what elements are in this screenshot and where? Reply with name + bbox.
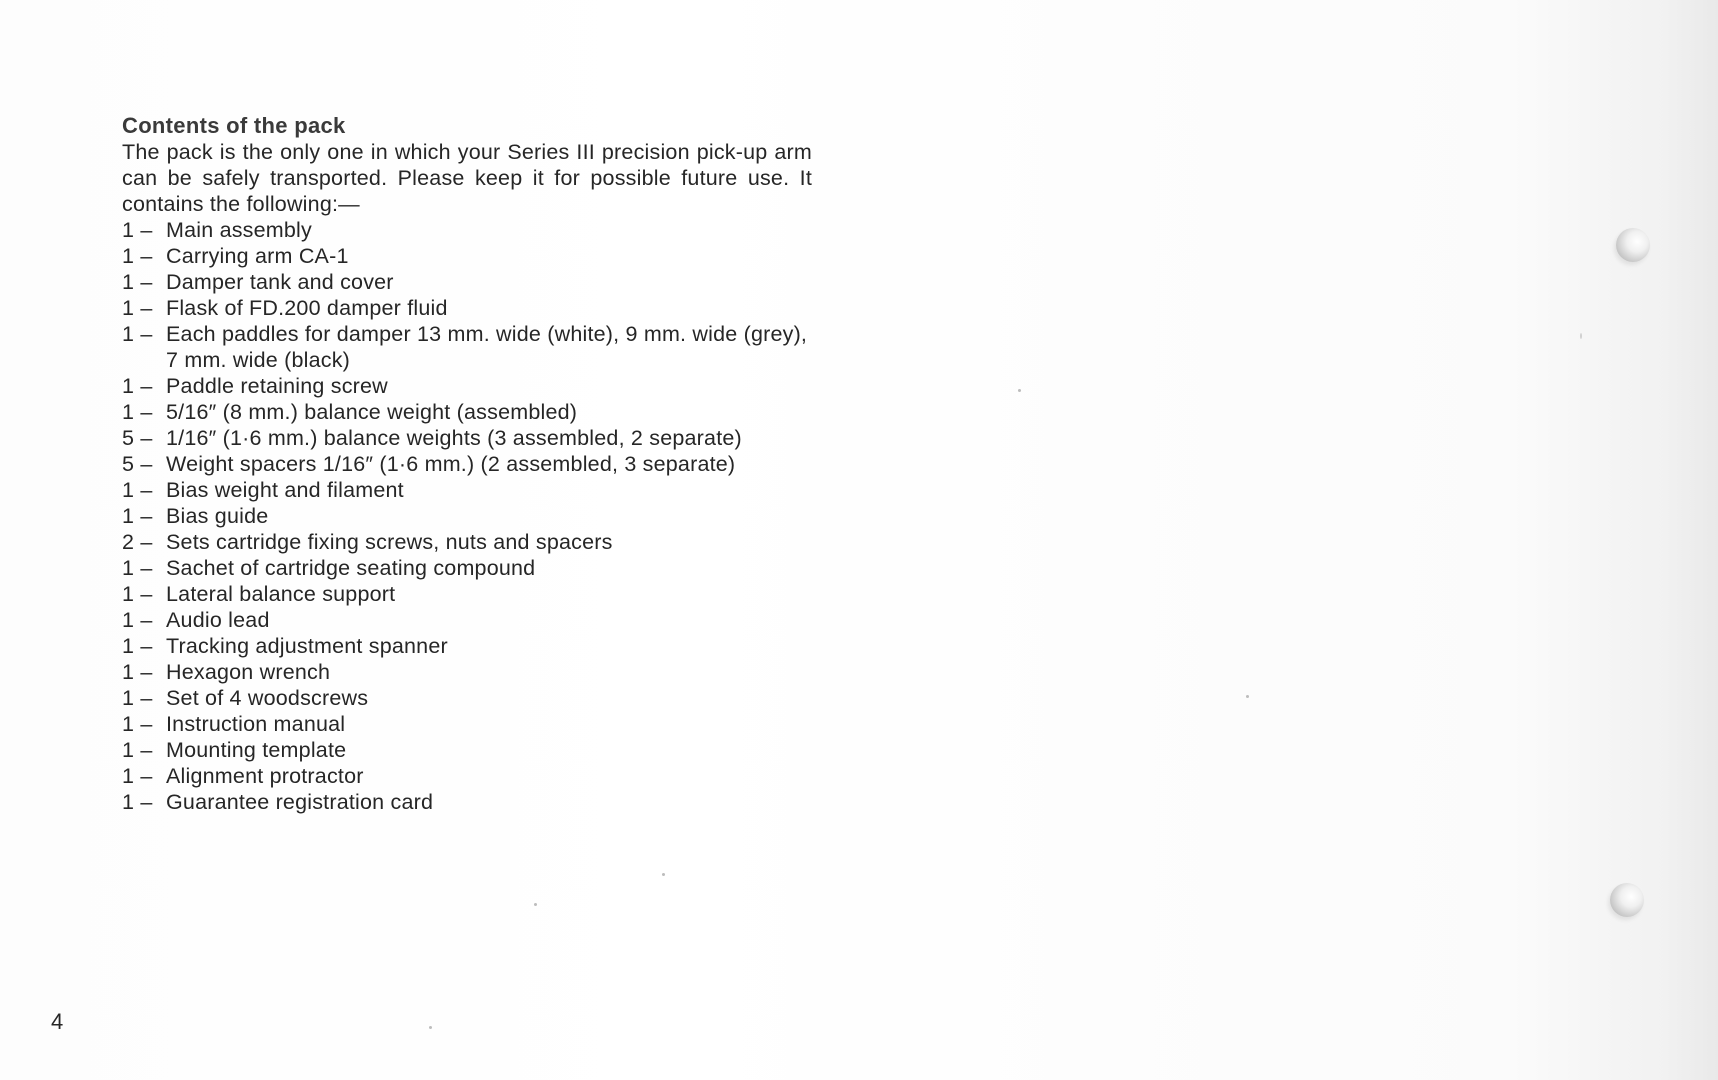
item-description: Each paddles for damper 13 mm. wide (white), 9 mm. wide (grey), 7 mm. wide (black) — [166, 322, 808, 372]
item-description: Bias guide — [166, 504, 269, 528]
list-item — [122, 373, 812, 399]
list-item — [122, 685, 812, 711]
paper-speck — [1580, 333, 1582, 339]
item-quantity: 1 – — [122, 478, 153, 502]
item-description: Carrying arm CA-1 — [166, 244, 349, 268]
item-quantity: 5 – — [122, 426, 153, 450]
punch-hole — [1610, 883, 1644, 917]
item-description: Main assembly — [166, 218, 312, 242]
page-number: 4 — [51, 1009, 64, 1034]
item-quantity: 1 – — [122, 634, 153, 658]
item-description: Hexagon wrench — [166, 660, 331, 684]
item-description: Set of 4 woodscrews — [166, 686, 369, 710]
item-description: Lateral balance support — [166, 582, 396, 606]
item-description: Bias weight and filament — [166, 478, 404, 502]
item-description: Paddle retaining screw — [166, 374, 388, 398]
list-item — [122, 529, 812, 555]
item-quantity: 1 – — [122, 582, 153, 606]
list-item — [122, 425, 812, 451]
item-quantity: 1 – — [122, 374, 153, 398]
list-item — [122, 295, 812, 321]
item-quantity: 1 – — [122, 556, 153, 580]
item-quantity: 1 – — [122, 790, 153, 814]
list-item — [122, 477, 812, 503]
paper-speck — [1246, 695, 1249, 698]
list-item — [122, 581, 812, 607]
paper-speck — [534, 903, 537, 906]
item-quantity: 1 – — [122, 296, 153, 320]
item-quantity: 1 – — [122, 322, 153, 346]
item-description: Guarantee registration card — [166, 790, 434, 814]
item-description: Tracking adjustment spanner — [166, 634, 448, 658]
list-item — [122, 243, 812, 269]
item-quantity: 1 – — [122, 608, 153, 632]
contents-list — [122, 217, 812, 815]
list-item — [122, 737, 812, 763]
item-description: Mounting template — [166, 738, 347, 762]
list-item — [122, 607, 812, 633]
item-description: Instruction manual — [166, 712, 346, 736]
item-description: 5/16″ (8 mm.) balance weight (assembled) — [166, 400, 578, 424]
list-item — [122, 503, 812, 529]
paper-speck — [662, 873, 665, 876]
paper-speck — [429, 1026, 432, 1029]
list-item — [122, 269, 812, 295]
list-item — [122, 711, 812, 737]
item-description: Audio lead — [166, 608, 270, 632]
item-quantity: 1 – — [122, 712, 153, 736]
list-item — [122, 659, 812, 685]
item-quantity: 1 – — [122, 218, 153, 242]
list-item — [122, 451, 812, 477]
list-item — [122, 789, 812, 815]
list-item — [122, 763, 812, 789]
punch-hole — [1616, 228, 1650, 262]
item-quantity: 1 – — [122, 686, 153, 710]
paper-speck — [1018, 389, 1021, 392]
item-description: Sets cartridge fixing screws, nuts and spacers — [166, 530, 613, 554]
item-description: Sachet of cartridge seating compound — [166, 556, 536, 580]
item-quantity: 1 – — [122, 504, 153, 528]
item-quantity: 1 – — [122, 738, 153, 762]
section-heading: Contents of the pack — [122, 113, 346, 138]
list-item — [122, 217, 812, 243]
item-quantity: 1 – — [122, 660, 153, 684]
item-description: Weight spacers 1/16″ (1·6 mm.) (2 assembled, 3 separate) — [166, 452, 736, 476]
item-description: Alignment protractor — [166, 764, 364, 788]
item-quantity: 1 – — [122, 400, 153, 424]
item-quantity: 1 – — [122, 764, 153, 788]
item-quantity: 2 – — [122, 530, 153, 554]
list-item — [122, 633, 812, 659]
item-quantity: 5 – — [122, 452, 153, 476]
list-item — [122, 555, 812, 581]
item-description: Flask of FD.200 damper fluid — [166, 296, 448, 320]
item-quantity: 1 – — [122, 244, 153, 268]
list-item — [122, 399, 812, 425]
contents-section — [122, 113, 812, 815]
item-description: Damper tank and cover — [166, 270, 394, 294]
item-quantity: 1 – — [122, 270, 153, 294]
intro-paragraph: The pack is the only one in which your Series III precision pick-up arm can be safely transported. Please keep it for possible future use. It contains the following:— — [122, 140, 812, 216]
list-item — [122, 321, 812, 373]
item-description: 1/16″ (1·6 mm.) balance weights (3 assembled, 2 separate) — [166, 426, 742, 450]
